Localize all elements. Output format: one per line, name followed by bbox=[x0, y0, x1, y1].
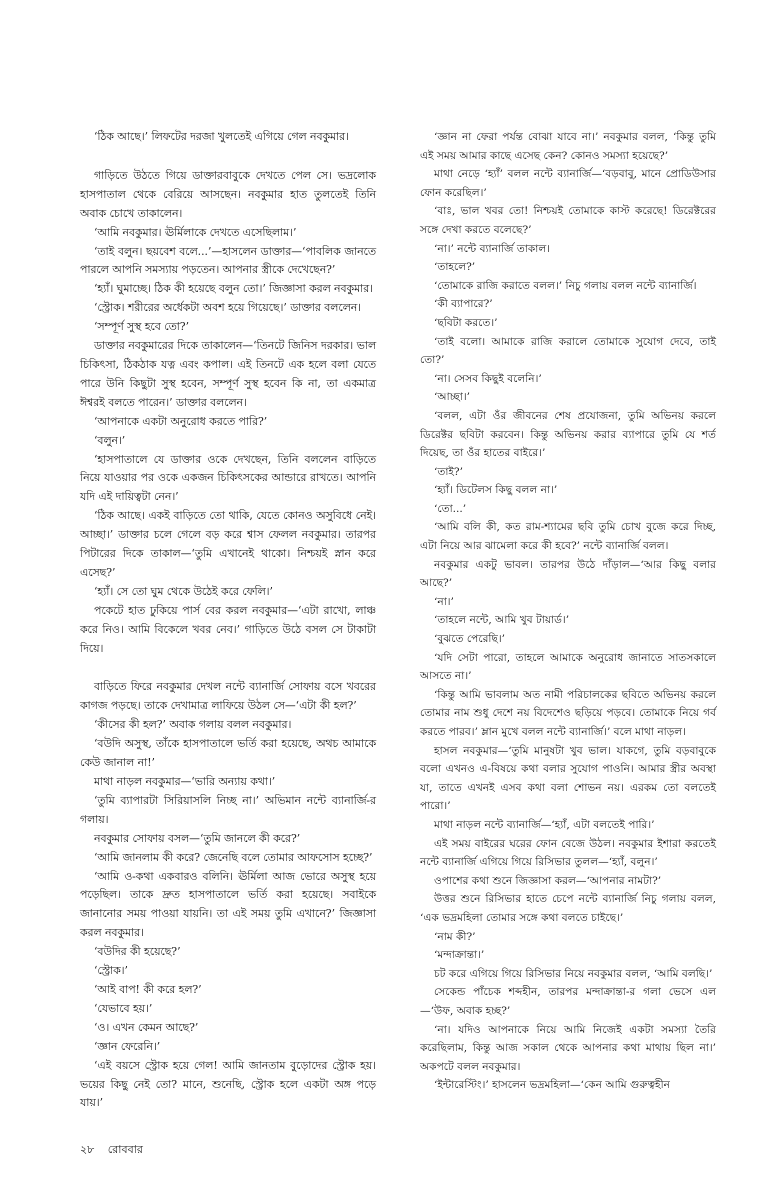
paragraph: ‘তো...’ bbox=[434, 502, 467, 515]
left-text-column bbox=[80, 128, 376, 1113]
paragraph: বাড়িতে ফিরে নবকুমার দেখল নন্টে ব্যানার্জি সোফায় বসে খবরের কাগজ পড়ছে। তাকে দেখামাত্র লাফিয়ে উঠল সে—‘এটা কী হল?’ bbox=[80, 680, 376, 713]
paragraph: উত্তর শুনে রিসিভার হাতে চেপে নন্টে ব্যানার্জি নিচু গলায় বলল, ‘এক ভদ্রমহিলা তোমার সঙ্গে কথা বলতে চাইছে।’ bbox=[420, 893, 716, 924]
paragraph: ‘নাম কী?’ bbox=[434, 930, 476, 943]
paragraph: ‘আপনাকে একটা অনুরোধ করতে পারি?’ bbox=[94, 414, 268, 428]
paragraph: ‘এই বয়সে স্ট্রোক হয়ে গেল! আমি জানতাম বুড়োদের স্ট্রোক হয়। ভয়ের কিছু নেই তো? মানে, শুনেছি, স্ট্রোক হলে একটা অঙ্গ পড়ে যায়।’ bbox=[80, 1058, 376, 1110]
section-break bbox=[80, 147, 376, 167]
paragraph: ‘আমি বলি কী, কত রাম-শ্যামের ছবি তুমি চোখ বুজে করে দিচ্ছ, এটা নিয়ে আর ঝামেলা করে কী হবে?’ নন্টে ব্যানার্জি বলল। bbox=[420, 521, 716, 553]
paragraph: ‘ইন্টারেস্টিং।’ হাসলেন ভদ্রমহিলা—‘কেন আমি গুরুত্বহীন bbox=[434, 1079, 670, 1092]
paragraph: হাসল নবকুমার—‘তুমি মানুষটা খুব ভাল। যাকগে, তুমি বড়বাবুকে বলো এখনও এ-বিষয়ে কথা বলার সুযোগ পাওনি। আমার স্ত্রীর অবস্থা যা, তাতে এখনই এসব কথা বলা শোভন নয়। এরকম তো বলতেই পারো।’ bbox=[420, 744, 716, 813]
paragraph: ‘বউদির কী হয়েছে?’ bbox=[94, 945, 181, 959]
paragraph: ‘তাই বলুন। ছয়বেশ বলে...’—হাসলেন ডাক্তার—‘পাবলিক জানতে পারলে আপনি সমস্যায় পড়তেন। আপনার স্ত্রীকে দেখেছেন?’ bbox=[80, 244, 376, 277]
paragraph: ‘জ্ঞান ফেরেনি।’ bbox=[94, 1039, 161, 1053]
paragraph: ‘স্ট্রোক। শরীরের অর্ধেকটা অবশ হয়ে গিয়েছে।’ ডাক্তার বললেন। bbox=[94, 301, 362, 315]
paragraph: ‘তাই?’ bbox=[434, 465, 463, 478]
paragraph: ওপাশের কথা শুনে জিজ্ঞাসা করল—‘আপনার নামটা?’ bbox=[434, 874, 662, 887]
paragraph: ‘বলুন।’ bbox=[94, 433, 126, 447]
right-text-column bbox=[420, 128, 716, 1095]
paragraph: ‘তুমি ব্যাপারটা সিরিয়াসলি নিচ্ছ না।’ অভিমান নন্টে ব্যানার্জি-র গলায়। bbox=[80, 793, 376, 826]
paragraph: ‘না।’ bbox=[434, 595, 454, 608]
paragraph: ‘হ্যাঁ। ঘুমাচ্ছে। ঠিক কী হয়েছে বলুন তো।’ জিজ্ঞাসা করল নবকুমার। bbox=[94, 282, 373, 296]
paragraph: ‘বাঃ, ভাল খবর তো! নিশ্চয়ই তোমাকে কাস্ট করেছে! ডিরেক্টরের সঙ্গে দেখা করতে বলেছে?’ bbox=[420, 205, 716, 236]
paragraph: ‘না। যদিও আপনাকে নিয়ে আমি নিজেই একটা সমস্যা তৈরি করেছিলাম, কিন্তু আজ সকাল থেকে আপনার কথা মাথায় ছিল না।’ অকপটে বলল নবকুমার। bbox=[420, 1023, 716, 1073]
paragraph: ‘তাহলে?’ bbox=[434, 261, 476, 274]
paragraph: ‘জ্ঞান না ফেরা পর্যন্ত বোঝা যাবে না।’ নবকুমার বলল, ‘কিন্তু তুমি এই সময় আমার কাছে এসেছ কেন? কোনও সমস্যা হয়েছে?’ bbox=[420, 131, 716, 162]
paragraph: ‘হ্যাঁ। সে তো ঘুম থেকে উঠেই করে ফেলি।’ bbox=[94, 584, 273, 598]
paragraph: মাথা নাড়ল নবকুমার—‘ভারি অন্যায় কথা।’ bbox=[94, 775, 276, 788]
paragraph: ‘যেভাবে হয়।’ bbox=[94, 1001, 153, 1015]
paragraph: ‘যদি সেটা পারো, তাহলে আমাকে অনুরোধ জানাতে সাতসকালে আসতে না।’ bbox=[420, 651, 716, 683]
paragraph: ‘বলল, এটা ওঁর জীবনের শেষ প্রযোজনা, তুমি অভিনয় করলে ডিরেক্টর ছবিটা করবেন। কিন্তু অভিনয় করার ব্যাপারে তুমি যে শর্ত দিয়েছ, তা ওঁর হাতের বাইরে।’ bbox=[420, 409, 716, 460]
paragraph: ‘আমি নবকুমার। ঊর্মিলাকে দেখতে এসেছিলাম।’ bbox=[94, 225, 297, 239]
paragraph: গাড়িতে উঠতে গিয়ে ডাক্তারবাবুকে দেখতে পেল সে। ভদ্রলোক হাসপাতাল থেকে বেরিয়ে আসছেন। নবকুমার হাত তুলতেই তিনি অবাক চোখে তাকালেন। bbox=[80, 168, 376, 220]
paragraph: ‘কীসের কী হল?’ অবাক গলায় বলল নবকুমার। bbox=[94, 718, 292, 732]
paragraph: পকেটে হাত ঢুকিয়ে পার্স বের করল নবকুমার—‘এটা রাখো, লাঞ্চ করে নিও। আমি বিকেলে খবর নেব।’ গাড়িতে উঠে বসল সে টাকাটা দিয়ে। bbox=[80, 603, 376, 655]
paragraph: ‘হাসপাতালে যে ডাক্তার ওকে দেখছেন, তিনি বললেন বাড়িতে নিয়ে যাওয়ার পর ওকে একজন চিকিৎসকের আন্ডারে রাখতে। আপনি যদি এই দায়িত্বটা নেন।’ bbox=[80, 452, 376, 504]
paragraph: নবকুমার একটু ভাবল। তারপর উঠে দাঁড়াল—‘আর কিছু বলার আছে?’ bbox=[420, 558, 716, 590]
paragraph: ‘তোমাকে রাজি করাতে বলল।’ নিচু গলায় বলল নন্টে ব্যানার্জি। bbox=[434, 279, 697, 292]
paragraph: ‘মন্দাক্রান্তা।’ bbox=[434, 949, 485, 962]
paragraph: ‘না।’ নন্টে ব্যানার্জি তাকাল। bbox=[434, 242, 551, 255]
paragraph: ‘ও। এখন কেমন আছে?’ bbox=[94, 1020, 199, 1034]
section-break bbox=[80, 658, 376, 678]
page-footer bbox=[80, 1143, 153, 1157]
paragraph: ‘ঠিক আছে। একই বাড়িতে তো থাকি, যেতে কোনও অসুবিধে নেই। আচ্ছা।’ ডাক্তার চলে গেলে বড় করে শ্বাস ফেলল নবকুমার। তারপর পিটারের দিকে তাকাল—‘তুমি এখানেই থাকো। নিশ্চয়ই স্নান করে এসেছ?’ bbox=[80, 509, 376, 579]
paragraph: ‘কিন্তু আমি ভাবলাম অত নামী পরিচালকের ছবিতে অভিনয় করলে তোমার নাম শুধু দেশে নয় বিদেশেও ছড়িয়ে পড়বে। তোমাকে নিয়ে গর্ব করতে পারব।’ ম্লান মুখে বলল নন্টে ব্যানার্জি।’ বলে মাথা নাড়ল। bbox=[420, 688, 716, 738]
paragraph: মাথা নেড়ে ‘হ্যাঁ’ বলল নন্টে ব্যানার্জি—‘বড়বাবু, মানে প্রোডিউসার ফোন করেছিল।’ bbox=[420, 168, 716, 199]
paragraph: সেকেন্ড পাঁচেক শব্দহীন, তারপর মন্দাক্রান্তা-র গলা ভেসে এল—‘উফ, অবাক হচ্ছ?’ bbox=[420, 986, 716, 1017]
paragraph: ‘আই বাপ! কী করে হল?’ bbox=[94, 982, 202, 996]
paragraph: ‘না। সেসব কিছুই বলেনি।’ bbox=[434, 372, 542, 385]
paragraph: ডাক্তার নবকুমারের দিকে তাকালেন—‘তিনটে জিনিস দরকার। ভাল চিকিৎসা, ঠিকঠাক যত্ন এবং কপাল। এই তিনটে এক হলে বলা যেতে পারে উনি কিছুটা সুস্থ হবেন, সম্পূর্ণ সুস্থ হবেন কি না, তা একমাত্র ঈশ্বরই বলতে পারেন।’ ডাক্তার বললেন। bbox=[80, 339, 376, 409]
paragraph: চট করে এগিয়ে গিয়ে রিসিভার নিয়ে নবকুমার বলল, ‘আমি বলছি।’ bbox=[434, 967, 713, 980]
paragraph: ‘সম্পূর্ণ সুস্থ হবে তো?’ bbox=[94, 320, 190, 334]
paragraph: ‘বুঝতে পেরেছি।’ bbox=[434, 633, 506, 646]
paragraph: ‘আমি ও-কথা একবারও বলিনি। ঊর্মিলা আজ ভোরে অসুস্থ হয়ে পড়েছিল। তাকে দ্রুত হাসপাতালে ভর্তি করা হয়েছে। সবাইকে জানানোর সময় পাওয়া যায়নি। তা এই সময় তুমি এখানে?’ জিজ্ঞাসা করল নবকুমার। bbox=[80, 869, 376, 940]
paragraph: ‘তাই বলো। আমাকে রাজি করালে তোমাকে সুযোগ দেবে, তাই তো?’ bbox=[420, 335, 716, 367]
paragraph: নবকুমার সোফায় বসল—‘তুমি জানলে কী করে?’ bbox=[94, 831, 301, 845]
paragraph: ‘বউদি অসুস্থ, তাঁকে হাসপাতালে ভর্তি করা হয়েছে, অথচ আমাকে কেউ জানাল না!’ bbox=[80, 737, 376, 770]
paragraph: ‘কী ব্যাপারে?’ bbox=[434, 298, 493, 311]
paragraph: ‘ঠিক আছে।’ লিফটের দরজা খুলতেই এগিয়ে গেল নবকুমার। bbox=[94, 130, 349, 143]
page-number: ২৮ bbox=[80, 1143, 95, 1156]
paragraph: মাথা নাড়ল নন্টে ব্যানার্জি—‘হ্যাঁ, এটা বলতেই পারি।’ bbox=[434, 818, 655, 831]
paragraph: ‘স্ট্রোক।’ bbox=[94, 964, 128, 978]
paragraph: এই সময় বাইরের ঘরের ফোন বেজে উঠল। নবকুমার ইশারা করতেই নন্টে ব্যানার্জি এগিয়ে গিয়ে রিসিভার তুলল—‘হ্যাঁ, বলুন।’ bbox=[420, 837, 716, 869]
paragraph: ‘আচ্ছা।’ bbox=[434, 391, 470, 404]
paragraph: ‘হ্যাঁ। ডিটেলস কিছু বলল না।’ bbox=[434, 484, 558, 497]
paragraph: ‘তাহলে নন্টে, আমি খুব টায়ার্ড।’ bbox=[434, 614, 570, 627]
paragraph: ‘ছবিটা করতে।’ bbox=[434, 316, 498, 329]
magazine-name: রোববার bbox=[107, 1143, 143, 1156]
paragraph: ‘আমি জানলাম কী করে? জেনেছি বলে তোমার আফসোস হচ্ছে?’ bbox=[94, 850, 373, 864]
